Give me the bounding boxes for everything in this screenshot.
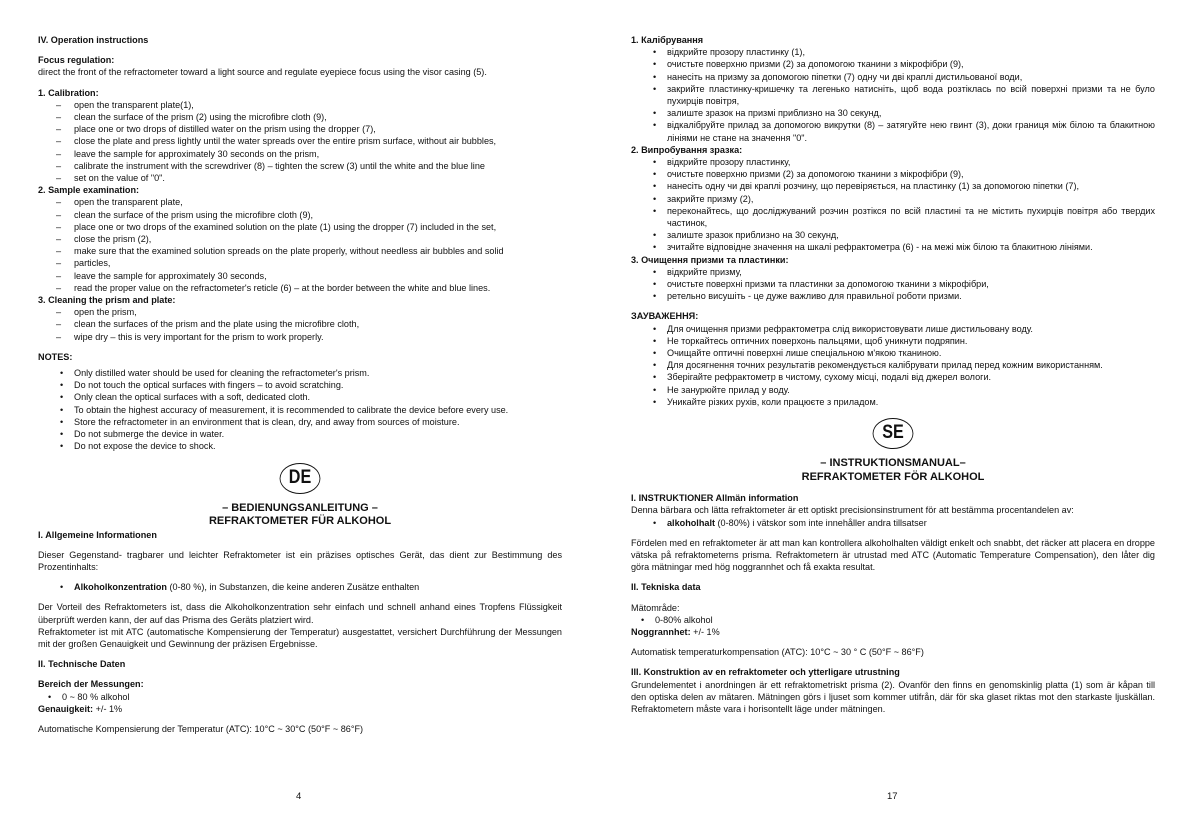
de-title-line1: – BEDIENUNGSANLEITUNG – xyxy=(222,501,378,514)
list-item: – open the transparent plate, xyxy=(38,196,562,208)
list-item: • закрийте пластинку-кришечку та легенько натисніть, щоб вода розтіклась по всій поверхні призми та не було пухирців повітря, xyxy=(631,83,1155,107)
list-item: – leave the sample for approximately 30 seconds on the prism, xyxy=(38,148,562,160)
list-item: • Only distilled water should be used for cleaning the refractometer's prism. xyxy=(38,367,562,379)
de-title-line2: REFRAKTOMETER FÜR ALKOHOL xyxy=(208,515,392,527)
list-item: – read the proper value on the refractometer's reticle (6) – at the border between the white and blue lines. xyxy=(38,282,562,294)
se-section-construction: III. Konstruktion av en refraktometer och ytterligare utrustning xyxy=(631,667,900,678)
list-item: – clean the surface of the prism using the microfibre cloth (9), xyxy=(38,209,562,221)
list-item: • відкалібруйте прилад за допомогою викрутки (8) – затягуйте нею гвинт (3), доки границя між білою та блакитною лініями не стане на значення "0". xyxy=(631,119,1155,143)
list-item: – close the plate and press lightly until the water spreads over the entire prism surface, without air bubbles, xyxy=(38,135,562,147)
sample-title: 2. Sample examination: xyxy=(38,185,140,196)
list-item: • 0 ~ 80 % alkohol xyxy=(26,691,562,703)
uk-sample-title: 2. Випробування зразка: xyxy=(631,144,743,155)
de-accuracy-label: Genauigkeit: xyxy=(38,703,94,714)
list-item: • відкрийте прозору пластинку, xyxy=(631,156,1155,168)
se-bullet-list xyxy=(631,517,1155,529)
list-item: • очистьте поверхню призми (2) за допомогою тканини з мікрофібри (9), xyxy=(631,168,1155,180)
list-item: • Для досягнення точних результатів рекомендується калібрувати прилад перед кожним використанням. xyxy=(631,359,1155,371)
de-accuracy-value: +/- 1% xyxy=(93,703,123,714)
se-accuracy xyxy=(631,626,1155,638)
list-item: • Store the refractometer in an environment that is clean, dry, and away from sources of moisture. xyxy=(38,416,562,428)
list-item: • зчитайте відповідне значення на шкалі рефрактометра (6) - на межі між білою та блакитною лініями. xyxy=(631,241,1155,253)
list-item: – clean the surface of the prism (2) using the microfibre cloth (9), xyxy=(38,111,562,123)
list-item: • Для очищення призми рефрактометра слід використовувати лише дистильовану воду. xyxy=(631,323,1155,335)
list-item xyxy=(631,517,1155,529)
cleaning-title: 3. Cleaning the prism and plate: xyxy=(38,295,176,306)
list-item: • To obtain the highest accuracy of measurement, it is recommended to calibrate the device before every use. xyxy=(38,404,562,416)
de-range-title: Bereich der Messungen: xyxy=(38,679,144,690)
se-section-general: I. INSTRUKTIONER Allmän information xyxy=(631,493,799,504)
uk-notes-title: ЗАУВАЖЕННЯ: xyxy=(631,311,699,322)
se-range-list xyxy=(619,614,1155,626)
de-atc-paragraph: Refraktometer ist mit ATC (automatische Kompensierung der Temperatur) ausgestattet, versichert Durchführung der Messungen mit der großen Genauigkeit und Gewinnung der präzisen Ergebnisse. xyxy=(38,626,562,649)
list-item: • Не занурюйте прилад у воду. xyxy=(631,384,1155,396)
page-number-right: 17 xyxy=(887,791,898,802)
list-item: • Уникайте різких рухів, коли працюєте з приладом. xyxy=(631,396,1155,408)
de-atc-range: Automatische Kompensierung der Temperatur (ATC): 10°C ~ 30°C (50°F ~ 86°F) xyxy=(38,723,364,734)
sample-list xyxy=(38,196,562,294)
focus-text: direct the front of the refractometer toward a light source and regulate eyepiece focus using the visor casing (5). xyxy=(38,67,487,78)
list-item: – clean the surfaces of the prism and the plate using the microfibre cloth, xyxy=(38,318,562,330)
notes-list xyxy=(38,367,562,452)
se-accuracy-value: +/- 1% xyxy=(690,626,720,637)
se-title-line1: – INSTRUKTIONSMANUAL– xyxy=(820,457,966,470)
se-bullet-rest: (0-80%) i vätskor som inte innehåller andra tillsatser xyxy=(715,517,927,528)
se-bullet-bold: alkoholhalt xyxy=(667,517,715,528)
list-item: • 0-80% alkohol xyxy=(619,614,1155,626)
list-item: – particles, xyxy=(38,257,562,269)
list-item: – calibrate the instrument with the screwdriver (8) – tighten the screw (3) until the white and the blue line xyxy=(38,160,562,172)
list-item: • Зберігайте рефрактометр в чистому, сухому місці, подалі від джерел вологи. xyxy=(631,371,1155,383)
de-advantage-paragraph: Der Vorteil des Refraktometers ist, dass die Alkoholkonzentration sehr einfach und schnell anhand eines Tropfens Flüssigkeit überprüft werden kann, der auf das Prisma des Geräts platziert wird. xyxy=(38,602,562,625)
se-range-title: Mätområde: xyxy=(631,602,680,613)
list-item: • Очищайте оптичні поверхні лише спеціальною м'якою тканиною. xyxy=(631,347,1155,359)
section-title-operation: IV. Operation instructions xyxy=(38,35,149,45)
se-intro: Denna bärbara och lätta refraktometer är ett optiskt precisionsinstrument för att bestämma procentandelen av: xyxy=(631,505,1074,516)
list-item: • Do not expose the device to shock. xyxy=(38,440,562,452)
de-bullet-rest: (0-80 %), in Substanzen, die keine anderen Zusätze enthalten xyxy=(166,582,420,593)
calibration-list xyxy=(38,99,562,184)
uk-notes-list xyxy=(631,323,1155,408)
list-item: • нанесіть на призму за допомогою піпетки (7) одну чи дві краплі дистильованої води, xyxy=(631,71,1155,83)
page-number-left: 4 xyxy=(296,791,302,802)
uk-cleaning-title: 3. Очищення призми та пластинки: xyxy=(631,254,789,265)
list-item: – make sure that the examined solution spreads on the plate properly, without needless air bubbles and solid xyxy=(38,245,562,257)
uk-cleaning-list xyxy=(631,266,1155,303)
list-item: • залиште зразок приблизно на 30 секунд, xyxy=(631,229,1155,241)
list-item: – open the transparent plate(1), xyxy=(38,99,562,111)
list-item: • ретельно висушіть - це дуже важливо для правильної роботи призми. xyxy=(631,290,1155,302)
de-intro: Dieser Gegenstand- tragbarer und leichter Refraktometer ist ein präzises optisches Gerät, das dient zur Bestimmung des Prozentinhalts: xyxy=(38,549,562,572)
se-construction-paragraph: Grundelementet i anordningen är ett refraktometriskt prisma (2). Ovanför den finns en genomskinlig platta (1) som är kåpan till den optiska delen av mätaren. Mätningen görs i ljuset som kommer utifrån, där för ska glaset riktas mot den starkaste ljuskällan. Refraktometern måste vara i horisontellt läge under mätningen. xyxy=(631,679,1155,714)
list-item: • переконайтесь, що досліджуваний розчин розтікся по всій пластині та не містить пухирців повітря або твердих частинок, xyxy=(631,205,1155,229)
se-accuracy-label: Noggrannhet: xyxy=(631,626,691,637)
language-badge-de: DE xyxy=(280,463,321,494)
list-item: • Не торкайтесь оптичних поверхонь пальцями, щоб уникнути подряпин. xyxy=(631,335,1155,347)
list-item: – wipe dry – this is very important for the prism to work properly. xyxy=(38,331,562,343)
list-item: • нанесіть одну чи дві краплі розчину, що перевіряється, на пластинку (1) за допомогою піпетки (7), xyxy=(631,180,1155,192)
calibration-title: 1. Calibration: xyxy=(38,87,99,98)
uk-calibration-list xyxy=(631,46,1155,144)
se-atc-range: Automatisk temperaturkompensation (ATC): 10°C ~ 30 ° C (50°F ~ 86°F) xyxy=(631,647,924,658)
list-item: • Do not submerge the device in water. xyxy=(38,428,562,440)
list-item: • очистьте поверхню призми (2) за допомогою тканини з мікрофібри (9), xyxy=(631,58,1155,70)
right-page xyxy=(631,34,1155,715)
list-item: – close the prism (2), xyxy=(38,233,562,245)
notes-title: NOTES: xyxy=(38,351,73,362)
list-item: – set on the value of "0". xyxy=(38,172,562,184)
cleaning-list xyxy=(38,306,562,343)
de-section-general: I. Allgemeine Informationen xyxy=(38,529,157,540)
uk-calibration-title: 1. Калібрування xyxy=(631,35,704,45)
uk-sample-list xyxy=(631,156,1155,254)
list-item: – leave the sample for approximately 30 seconds, xyxy=(38,270,562,282)
list-item: • відкрийте прозору пластинку (1), xyxy=(631,46,1155,58)
list-item: – place one or two drops of the examined solution on the plate (1) using the dropper (7) included in the set, xyxy=(38,221,562,233)
de-section-technical: II. Technische Daten xyxy=(38,659,126,670)
list-item: – place one or two drops of distilled water on the prism using the dropper (7), xyxy=(38,123,562,135)
list-item: • Do not touch the optical surfaces with fingers – to avoid scratching. xyxy=(38,379,562,391)
list-item: • відкрийте призму, xyxy=(631,266,1155,278)
de-accuracy xyxy=(38,703,562,715)
list-item: – open the prism, xyxy=(38,306,562,318)
left-page xyxy=(38,34,562,735)
list-item: • закрийте призму (2), xyxy=(631,193,1155,205)
list-item: • Only clean the optical surfaces with a soft, dedicated cloth. xyxy=(38,391,562,403)
se-advantage-paragraph: Fördelen med en refraktometer är att man kan kontrollera alkoholhalten väldigt enkelt och snabbt, det räcker att placera en droppe vätska på refraktometerns prisma. Refraktometern är utrustad med ATC (Automatic Temperature Compensation), den låter dig göra mätningar med hög noggrannhet och få exakta resultat. xyxy=(631,537,1155,573)
list-item: • очистьте поверхні призми та пластинки за допомогою тканини з мікрофібри, xyxy=(631,278,1155,290)
de-bullet-list xyxy=(38,581,562,593)
list-item: • залиште зразок на призмі приблизно на 30 секунд, xyxy=(631,107,1155,119)
language-badge-se: SE xyxy=(873,418,914,449)
se-section-technical: II. Tekniska data xyxy=(631,582,701,593)
se-title-line2: REFRAKTOMETER FÖR ALKOHOL xyxy=(801,470,985,483)
list-item xyxy=(38,581,562,593)
de-bullet-bold: Alkoholkonzentration xyxy=(74,582,167,593)
de-range-list xyxy=(26,691,562,703)
focus-title: Focus regulation: xyxy=(38,55,115,66)
